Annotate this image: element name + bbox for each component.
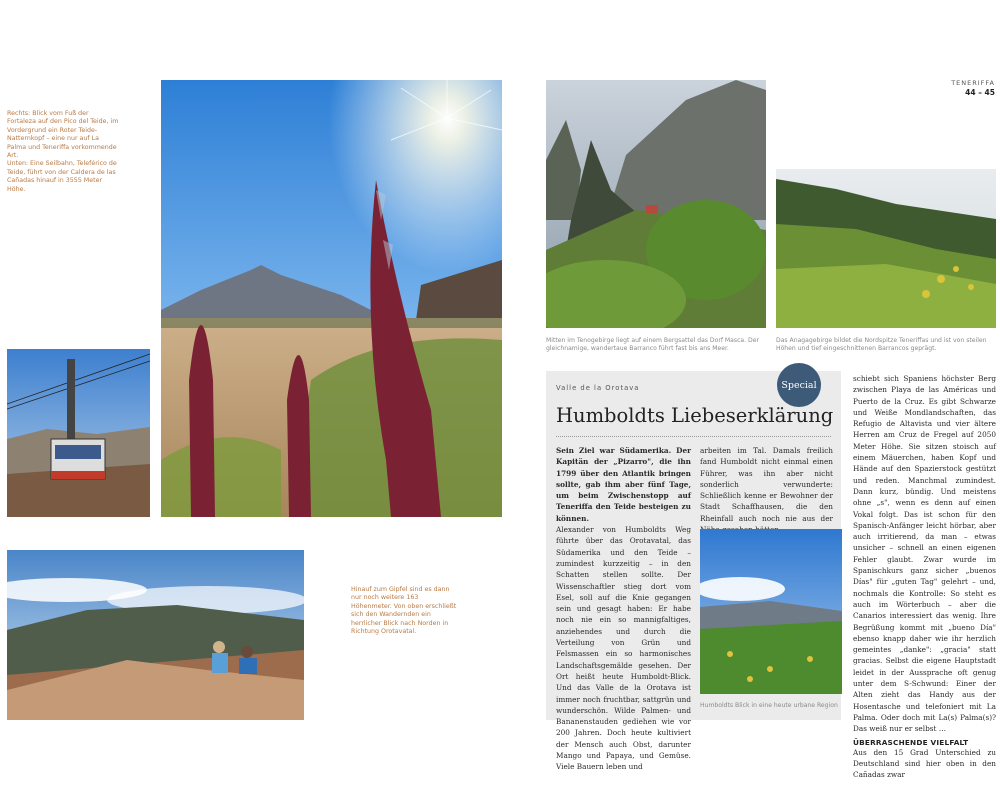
- special-lead: Sein Ziel war Südamerika. Der Kapitän der „Pizarro", die ihn 1799 über den Atlantik bringen sollte, gab ihm aber fünf Tage, um beim Zwischenstopp auf Teneriffa den Teide besteigen zu können.: [556, 446, 691, 523]
- page-numbers: 44 – 45: [965, 88, 995, 97]
- section-label: Valle de la Orotava: [556, 384, 640, 392]
- special-col2-body: arbeiten im Tal. Damals freilich fand Humboldt nicht einmal einen Führer, was ihn aber nicht sonderlich verwunderte: Schließlich kenne er Bewohner der Stadt Schaffhausen, die den Rheinfall auch noch nie aus der: [700, 446, 833, 523]
- special-badge: Special: [777, 363, 821, 407]
- caption-top-left: Rechts: Blick vom Fuß der Fortaleza auf den Pico del Teide, im Vordergrund ein Roter Teide-Natternkopf – eine nur auf La Palma und Teneriffa vorkommende Art. Unten: Eine Seilbahn, Teleférico de Teide, führt von der Caldera de las Cañadas hinauf in 3555 Meter Höhe.: [7, 110, 119, 193]
- anaga-mountains-photo: [776, 169, 996, 328]
- article-column-3: [853, 373, 996, 780]
- masca-village-photo: [546, 80, 766, 328]
- caption-summit: Hinauf zum Gipfel sind es dann nur noch weitere 163 Höhenmeter. Von oben erschließt sich den Wandernden ein herrlicher Blick nach Norden in Richtung Orotavatal.: [351, 586, 457, 636]
- col3-body: schiebt sich Spaniens höchster Berg zwischen Playa de las Américas und Puerto de la Cruz. Es gibt Schwarze und Weiße Mondlandschaften, das Refugio de Altavista und vier ältere Herren am Cruz de Fregel auf 2050 Meter Höhe. Sie sitzen stoisch auf einem Mäuerchen, haben Kopf und Hände auf den Spazierstock gestützt und reden. Manchmal zumindest. Dann kurz, bündig. Und meistens ohne „s", wenn es denn auf einen Vokal folgt. Das ist schon für den Spanisch-Anfänger leicht hörbar, aber auch irritierend, da man – etwas unsicher – schnell an einen eigenen Fehler glaubt. Zwar wurde im Spanischkurs ganz sicher „buenos Días" für „guten Tag" gelehrt – und, nochmals die Kontrolle: So steht es auch im Wörterbuch – aber die Canarios interessiert das wenig. Ihre Begrüßung kommt mit „bueno Día" ebenso knapp daher wie ihr herzlich gemeintes „danke": „gracia" statt gracias. Selbst die eigene Hauptstadt leidet in der Aussprache oft genug unter dem S-Schwund: Einer der Alten zieht das Handy aus der Hosentasche und telefoniert mit La Palma. Oder doch mit La(s) Palma(s)? Das weiß nur er selbst …: [853, 374, 996, 734]
- caption-humboldt-view: Humboldts Blick in eine heute urbane Region: [700, 702, 838, 709]
- teide-echium-photo: [161, 80, 502, 517]
- headline-rule: [556, 436, 831, 437]
- special-column-2: [700, 445, 833, 535]
- orotava-valley-photo: [700, 529, 842, 694]
- subheading: ÜBERRASCHENDE VIELFALT: [853, 737, 969, 747]
- special-headline: Humboldts Liebeserklärung: [556, 404, 834, 427]
- special-column-1: [556, 445, 691, 773]
- caption-anaga: Das Anagagebirge bildet die Nordspitze Teneriffas und ist von steilen Höhen und tief eingeschnittenen Barrancos geprägt.: [776, 337, 987, 353]
- col3-after: Aus den 15 Grad Unterschied zu Deutschland sind hier oben in den Cañadas zwar: [853, 747, 996, 780]
- summit-hikers-photo: [7, 550, 304, 720]
- caption-masca: Mitten im Tenogebirge liegt auf einem Bergsattel das Dorf Masca. Der gleichnamige, wandertaue Barranco führt fast bis ans Meer.: [546, 337, 759, 353]
- special-col1-body: Alexander von Humboldts Weg führte über das Orotavatal, das Südamerika und den Teide – zumindest kurzzeitig – in den Schatten stellen sollte. Der Wissenschaftler stieg dort vom Esel, soll auf die Knie gegangen sein und gesagt haben: Er habe noch nie ein so mannigfaltiges, anziehendes und durch die Verteilung von Grün und Felsmassen ein so harmonisches Landschaftsgemälde gesehen. Der Ort heißt heute Humboldt-Blick. Und das Valle de la Orotava ist immer noch fruchtbar, sattgrün und wunderschön. Wilde Palmen- und Bananenstauden gediehen wie vor 200 Jahren. Doch heute kultiviert der Mensch auch Obst, darunter Mango und Papaya, und Gemüse. Viele Bauern leben und: [556, 525, 691, 772]
- running-title: TENERIFFA: [951, 79, 995, 87]
- cable-car-photo: [7, 349, 150, 517]
